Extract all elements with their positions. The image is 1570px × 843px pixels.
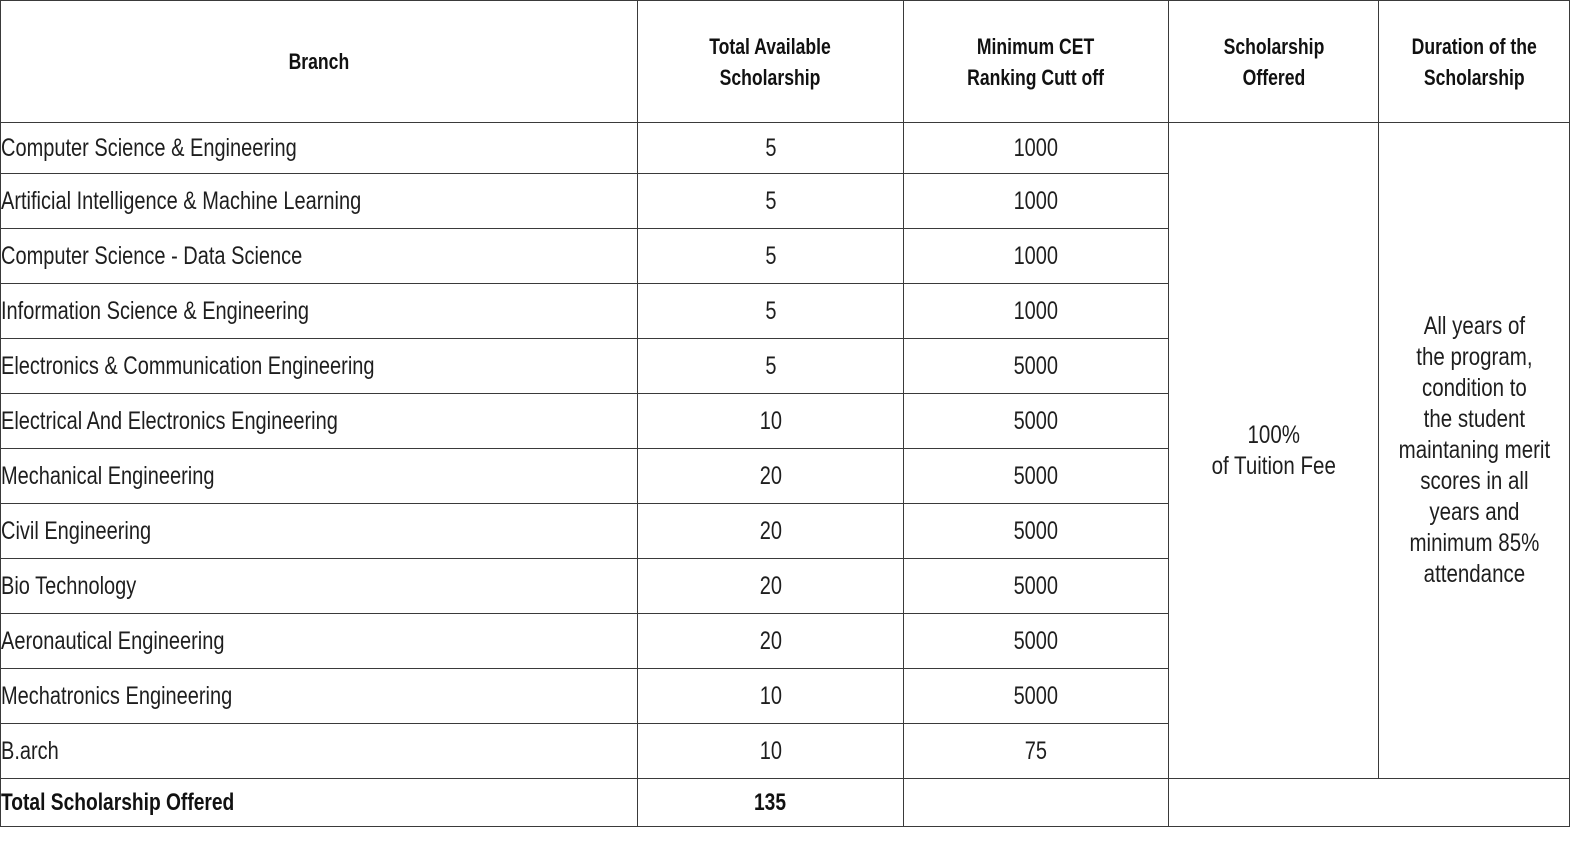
branch-cell: Electrical And Electronics Engineering bbox=[1, 394, 638, 449]
total-cutoff-cell bbox=[904, 779, 1169, 827]
branch-cell: Computer Science & Engineering bbox=[1, 123, 638, 174]
cutoff-cell: 5000 bbox=[904, 559, 1169, 614]
total-cell: 10 bbox=[638, 724, 904, 779]
total-cell: 5 bbox=[638, 174, 904, 229]
cutoff-cell: 5000 bbox=[904, 339, 1169, 394]
total-cell: 5 bbox=[638, 123, 904, 174]
branch-cell: Electronics & Communication Engineering bbox=[1, 339, 638, 394]
branch-cell: Artificial Intelligence & Machine Learning bbox=[1, 174, 638, 229]
total-cell: 20 bbox=[638, 449, 904, 504]
cutoff-cell: 5000 bbox=[904, 669, 1169, 724]
cutoff-cell: 75 bbox=[904, 724, 1169, 779]
branch-cell: Bio Technology bbox=[1, 559, 638, 614]
branch-cell: Computer Science - Data Science bbox=[1, 229, 638, 284]
header-scholarship-offered: Scholarship Offered bbox=[1169, 1, 1379, 123]
total-cell: 5 bbox=[638, 229, 904, 284]
header-total-available: Total Available Scholarship bbox=[638, 1, 904, 123]
branch-cell: Aeronautical Engineering bbox=[1, 614, 638, 669]
cutoff-cell: 1000 bbox=[904, 174, 1169, 229]
header-min-cet-cutoff: Minimum CET Ranking Cutt off bbox=[904, 1, 1169, 123]
cutoff-cell: 5000 bbox=[904, 504, 1169, 559]
header-branch: Branch bbox=[1, 1, 638, 123]
header-row bbox=[1, 1, 1570, 123]
total-cell: 10 bbox=[638, 394, 904, 449]
duration-cell: All years of the program, condition to the student maintaning merit scores in all years and minimum 85% attendance bbox=[1379, 123, 1570, 779]
total-row bbox=[1, 779, 1570, 827]
total-value-cell: 135 bbox=[638, 779, 904, 827]
total-cell: 5 bbox=[638, 284, 904, 339]
cutoff-cell: 1000 bbox=[904, 123, 1169, 174]
cutoff-cell: 5000 bbox=[904, 614, 1169, 669]
branch-cell: Information Science & Engineering bbox=[1, 284, 638, 339]
total-cell: 5 bbox=[638, 339, 904, 394]
branch-cell: Civil Engineering bbox=[1, 504, 638, 559]
cutoff-cell: 1000 bbox=[904, 229, 1169, 284]
cutoff-cell: 5000 bbox=[904, 449, 1169, 504]
total-cell: 20 bbox=[638, 559, 904, 614]
total-remaining-cell bbox=[1169, 779, 1570, 827]
cutoff-cell: 1000 bbox=[904, 284, 1169, 339]
total-label-cell: Total Scholarship Offered bbox=[1, 779, 638, 827]
branch-cell: B.arch bbox=[1, 724, 638, 779]
header-duration: Duration of the Scholarship bbox=[1379, 1, 1570, 123]
cutoff-cell: 5000 bbox=[904, 394, 1169, 449]
total-cell: 20 bbox=[638, 504, 904, 559]
table-row bbox=[1, 123, 1570, 174]
total-cell: 10 bbox=[638, 669, 904, 724]
scholarship-offered-cell: 100% of Tuition Fee bbox=[1169, 123, 1379, 779]
total-cell: 20 bbox=[638, 614, 904, 669]
branch-cell: Mechatronics Engineering bbox=[1, 669, 638, 724]
branch-cell: Mechanical Engineering bbox=[1, 449, 638, 504]
